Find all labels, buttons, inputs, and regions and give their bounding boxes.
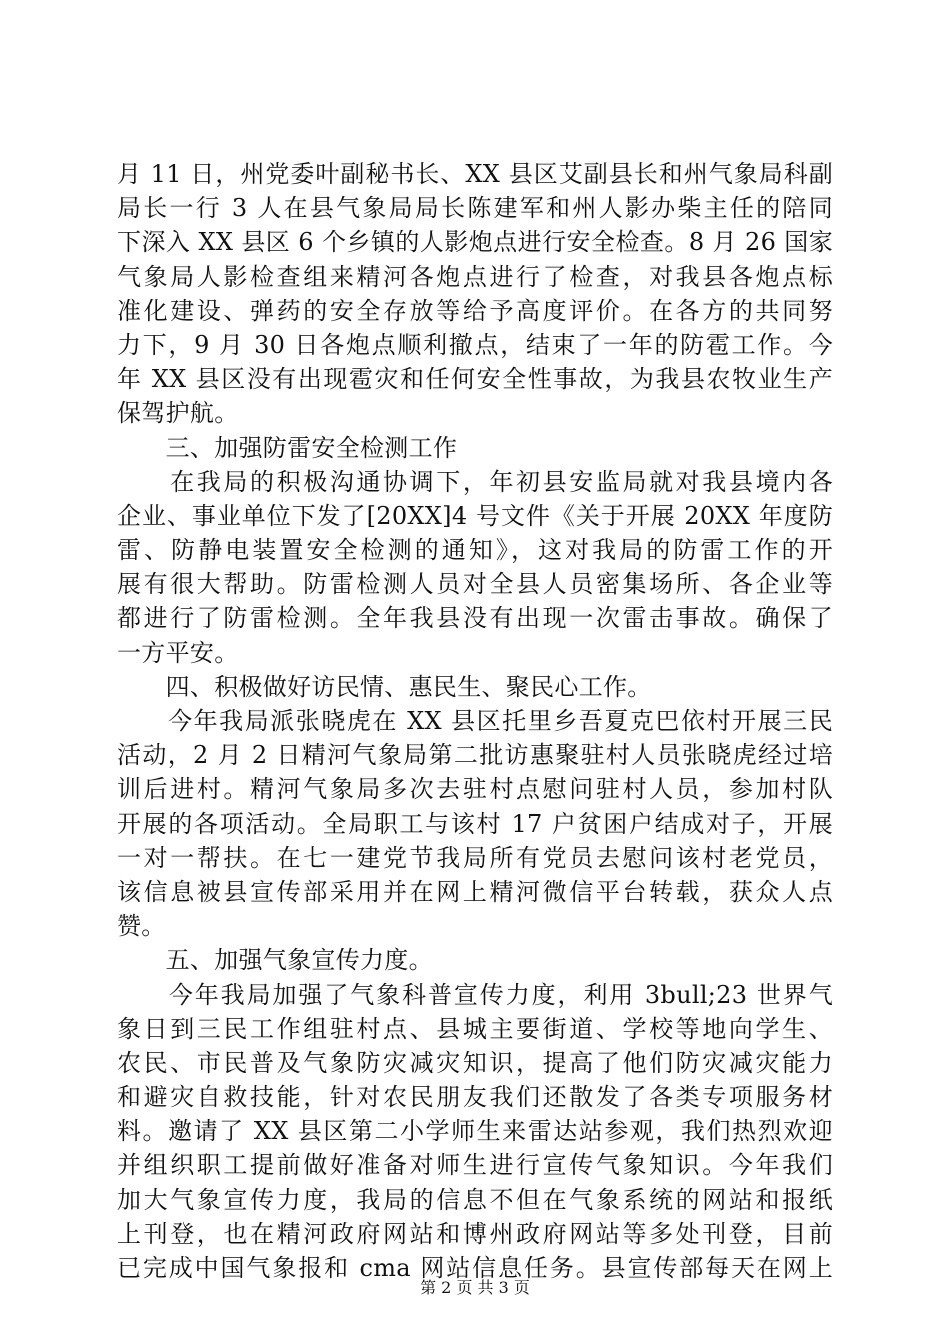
- text-line: 五、加强气象宣传力度。: [117, 946, 433, 975]
- text-line: 企业、事业单位下发了[20XX]4 号文件《关于开展 20XX 年度防: [117, 501, 833, 530]
- text-line: 都进行了防雷检测。全年我县没有出现一次雷击事故。确保了: [117, 604, 833, 633]
- text-line: 保驾护航。: [117, 399, 239, 428]
- text-line: 气象局人影检查组来精河各炮点进行了检查，对我县各炮点标: [117, 262, 833, 291]
- text-line: 开展的各项活动。全局职工与该村 17 户贫困户结成对子，开展: [117, 809, 833, 838]
- text-line: 年 XX 县区没有出现雹灾和任何安全性事故，为我县农牧业生产: [117, 365, 833, 394]
- text-line: 象日到三民工作组驻村点、县城主要街道、学校等地向学生、: [117, 1014, 833, 1043]
- text-line: 今年我局派张晓虎在 XX 县区托里乡吾夏克巴依村开展三民: [117, 707, 833, 735]
- text-line: 力下，9 月 30 日各炮点顺利撤点，结束了一年的防雹工作。今: [117, 330, 833, 359]
- text-line: 四、积极做好访民情、惠民生、聚民心工作。: [117, 672, 652, 701]
- text-line: 和避灾自救技能，针对农民朋友我们还散发了各类专项服务材: [117, 1083, 833, 1112]
- page-number-label: 第 2 页 共 3 页: [420, 1278, 530, 1297]
- text-line: 一对一帮扶。在七一建党节我局所有党员去慰问该村老党员，: [117, 843, 833, 872]
- document-body: [117, 157, 833, 1285]
- text-line: 展有很大帮助。防雷检测人员对全县人员密集场所、各企业等: [117, 570, 833, 599]
- text-line: 准化建设、弹药的安全存放等给予高度评价。在各方的共同努: [117, 296, 833, 325]
- page-footer: [0, 1278, 950, 1298]
- text-line: 今年我局加强了气象科普宣传力度，利用 3bull;23 世界气: [117, 980, 833, 1009]
- text-line: 三、加强防雷安全检测工作: [117, 433, 458, 462]
- text-line: 加大气象宣传力度，我局的信息不但在气象系统的网站和报纸: [117, 1185, 833, 1214]
- text-line: 月 11 日，州党委叶副秘书长、XX 县区艾副县长和州气象局科副: [117, 160, 833, 188]
- text-line: 活动，2 月 2 日精河气象局第二批访惠聚驻村人员张晓虎经过培: [117, 741, 833, 770]
- text-line: 并组织职工提前做好准备对师生进行宣传气象知识。今年我们: [117, 1151, 833, 1180]
- text-line: 局长一行 3 人在县气象局局长陈建军和州人影办柴主任的陪同: [117, 194, 833, 223]
- text-line: 赞。: [117, 912, 166, 941]
- text-line: 一方平安。: [117, 638, 239, 667]
- text-line: 料。邀请了 XX 县区第二小学师生来雷达站参观，我们热烈欢迎: [117, 1117, 833, 1146]
- text-line: 已完成中国气象报和 cma 网站信息任务。县宣传部每天在网上: [117, 1254, 833, 1282]
- text-line: 在我局的积极沟通协调下，年初县安监局就对我县境内各: [117, 467, 833, 496]
- text-line: 训后进村。精河气象局多次去驻村点慰问驻村人员，参加村队: [117, 775, 833, 804]
- text-line: 上刊登，也在精河政府网站和博州政府网站等多处刊登，目前: [117, 1219, 833, 1248]
- text-line: 下深入 XX 县区 6 个乡镇的人影炮点进行安全检查。8 月 26 国家: [117, 228, 833, 257]
- text-line: 农民、市民普及气象防灾减灾知识，提高了他们防灾减灾能力: [117, 1048, 833, 1077]
- text-line: 该信息被县宣传部采用并在网上精河微信平台转载，获众人点: [117, 877, 833, 906]
- text-line: 雷、防静电装置安全检测的通知》，这对我局的防雷工作的开: [117, 536, 833, 565]
